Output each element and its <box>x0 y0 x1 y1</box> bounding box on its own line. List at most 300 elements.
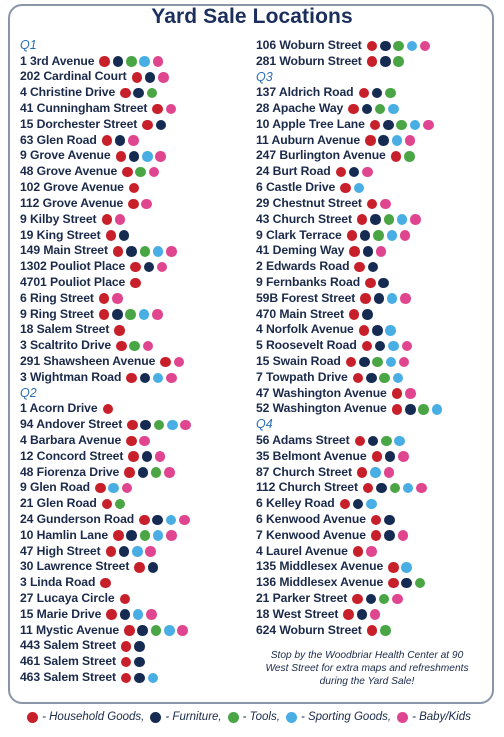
location-address: 461 Salem Street <box>20 654 116 669</box>
household-dot <box>365 278 376 289</box>
furniture-dot <box>376 483 387 494</box>
furniture-dot <box>368 262 379 273</box>
sporting-dot <box>388 341 399 352</box>
location-address: 291 Shawsheen Avenue <box>20 354 156 369</box>
furniture-dot <box>115 135 126 146</box>
category-dots <box>113 246 177 257</box>
category-dots <box>122 167 159 178</box>
location-row <box>256 370 492 386</box>
baby-kids-dot <box>149 167 160 178</box>
category-dots <box>346 357 410 368</box>
location-row <box>20 449 252 465</box>
location-address: 4 Norfolk Avenue <box>256 322 354 337</box>
baby-kids-dot <box>166 373 177 384</box>
legend-dot <box>150 712 161 723</box>
location-row <box>20 544 252 560</box>
category-dots <box>367 41 431 52</box>
sporting-dot <box>133 609 144 620</box>
baby-kids-dot <box>174 357 185 368</box>
location-address: 18 Salem Street <box>20 322 110 337</box>
location-address: 41 Deming Way <box>256 243 345 258</box>
location-address: 4 Christine Drive <box>20 85 116 100</box>
category-dots <box>126 373 176 384</box>
furniture-dot <box>378 135 389 146</box>
furniture-dot <box>405 404 416 415</box>
location-address: 15 Swain Road <box>256 354 341 369</box>
tools-dot <box>115 499 126 510</box>
baby-kids-dot <box>366 546 377 557</box>
household-dot <box>348 104 359 115</box>
location-row <box>20 354 252 370</box>
household-dot <box>99 309 110 320</box>
location-row <box>20 228 252 244</box>
tools-dot <box>151 625 162 636</box>
location-row <box>20 496 252 512</box>
category-dots <box>353 373 403 384</box>
location-row <box>20 164 252 180</box>
legend <box>0 711 504 723</box>
furniture-dot <box>137 625 148 636</box>
location-row <box>256 85 492 101</box>
category-dots <box>370 120 434 131</box>
household-dot <box>160 357 171 368</box>
location-address: 3 Scaltrito Drive <box>20 338 112 353</box>
category-dots <box>106 546 156 557</box>
household-dot <box>128 451 139 462</box>
sporting-dot <box>394 436 405 447</box>
category-dots <box>343 609 380 620</box>
household-dot <box>354 262 365 273</box>
household-dot <box>359 88 370 99</box>
baby-kids-dot <box>158 72 169 83</box>
category-dots <box>99 56 163 67</box>
legend-item-household <box>27 711 150 723</box>
baby-kids-dot <box>370 609 381 620</box>
location-row <box>20 180 252 196</box>
location-row <box>20 117 252 133</box>
location-row <box>256 449 492 465</box>
household-dot <box>121 657 132 668</box>
category-dots <box>128 199 152 210</box>
tools-dot <box>384 214 395 225</box>
sporting-dot <box>370 467 381 478</box>
category-dots <box>130 262 167 273</box>
sporting-dot <box>385 325 396 336</box>
category-dots <box>392 404 442 415</box>
sporting-dot <box>393 373 404 384</box>
baby-kids-dot <box>398 530 409 541</box>
baby-kids-dot <box>380 199 391 210</box>
location-row <box>20 338 252 354</box>
location-address: 59B Forest Street <box>256 290 356 305</box>
tools-dot <box>393 56 404 67</box>
category-dots <box>99 309 163 320</box>
household-dot <box>116 341 127 352</box>
location-address: 9 Fernbanks Road <box>256 274 361 289</box>
location-row <box>20 148 252 164</box>
furniture-dot <box>384 515 395 526</box>
household-dot <box>114 325 125 336</box>
location-row <box>20 480 252 496</box>
baby-kids-dot <box>143 341 154 352</box>
location-address: 443 Salem Street <box>20 638 116 653</box>
location-row <box>256 212 492 228</box>
location-row <box>256 322 492 338</box>
location-address: 30 Lawrence Street <box>20 559 130 574</box>
household-dot <box>134 562 145 573</box>
baby-kids-dot <box>384 467 395 478</box>
category-dots <box>348 104 398 115</box>
household-dot <box>367 199 378 210</box>
sporting-dot <box>386 357 397 368</box>
category-dots <box>100 578 111 589</box>
tools-dot <box>393 41 404 52</box>
furniture-dot <box>144 262 155 273</box>
household-dot <box>367 56 378 67</box>
legend-label: - Sporting Goods, <box>300 711 392 723</box>
location-address: 94 Andover Street <box>20 417 123 432</box>
location-address: 10 Hamlin Lane <box>20 527 109 542</box>
category-dots <box>349 309 373 320</box>
sporting-dot <box>388 104 399 115</box>
household-dot <box>102 499 113 510</box>
location-address: 11 Mystic Avenue <box>20 622 120 637</box>
location-address: 6 Ring Street <box>20 290 94 305</box>
tools-dot <box>385 88 396 99</box>
category-dots <box>365 278 389 289</box>
location-row <box>20 243 252 259</box>
category-dots <box>391 151 415 162</box>
location-row <box>20 54 252 70</box>
category-dots <box>367 56 404 67</box>
location-address: 137 Aldrich Road <box>256 85 354 100</box>
furniture-dot <box>133 88 144 99</box>
household-dot <box>392 388 403 399</box>
household-dot <box>126 436 137 447</box>
location-row <box>20 638 252 654</box>
household-dot <box>102 135 113 146</box>
sporting-dot <box>139 309 150 320</box>
location-row <box>20 591 252 607</box>
household-dot <box>365 135 376 146</box>
location-row <box>20 69 252 85</box>
location-row <box>256 307 492 323</box>
category-dots <box>363 483 427 494</box>
household-dot <box>391 151 402 162</box>
location-address: 4 Barbara Avenue <box>20 432 122 447</box>
category-dots <box>102 135 139 146</box>
location-row <box>256 133 492 149</box>
quarter-heading: Q4 <box>256 417 273 432</box>
household-dot <box>355 436 366 447</box>
location-address: 10 Apple Tree Lane <box>256 116 365 131</box>
household-dot <box>340 183 351 194</box>
household-dot <box>142 120 153 131</box>
household-dot <box>353 546 364 557</box>
furniture-dot <box>362 104 373 115</box>
location-row <box>256 575 492 591</box>
location-address: 247 Burlington Avenue <box>256 148 386 163</box>
location-address: 28 Apache Way <box>256 101 344 116</box>
tools-dot <box>390 483 401 494</box>
location-row <box>20 512 252 528</box>
furniture-dot <box>134 673 145 684</box>
baby-kids-dot <box>115 214 126 225</box>
tools-dot <box>379 373 390 384</box>
location-address: 7 Towpath Drive <box>256 369 348 384</box>
location-address: 202 Cardinal Court <box>20 69 127 84</box>
household-dot <box>340 499 351 510</box>
category-dots <box>95 483 132 494</box>
household-dot <box>132 72 143 83</box>
household-dot <box>99 56 110 67</box>
location-address: 6 Castle Drive <box>256 180 336 195</box>
location-address: 135 Middlesex Avenue <box>256 559 384 574</box>
location-address: 112 Church Street <box>256 480 358 495</box>
location-row <box>20 259 252 275</box>
baby-kids-dot <box>166 530 177 541</box>
location-address: 9 Clark Terrace <box>256 227 342 242</box>
baby-kids-dot <box>166 246 177 257</box>
location-address: 87 Church Street <box>256 464 352 479</box>
location-row <box>256 528 492 544</box>
category-dots <box>372 451 409 462</box>
tools-dot <box>147 88 158 99</box>
location-row <box>20 670 252 686</box>
household-dot <box>128 199 139 210</box>
location-address: 21 Glen Road <box>20 496 97 511</box>
tools-dot <box>151 467 162 478</box>
location-row <box>20 607 252 623</box>
category-dots <box>367 625 391 636</box>
location-address: 12 Concord Street <box>20 448 124 463</box>
baby-kids-dot <box>362 167 373 178</box>
location-address: 3 Linda Road <box>20 575 96 590</box>
sporting-dot <box>410 120 421 131</box>
category-dots <box>129 183 140 194</box>
sporting-dot <box>153 373 164 384</box>
baby-kids-dot <box>400 293 411 304</box>
baby-kids-dot <box>155 151 166 162</box>
category-dots <box>116 341 153 352</box>
location-row <box>20 291 252 307</box>
category-dots <box>121 657 145 668</box>
category-dots <box>352 594 402 605</box>
tools-dot <box>373 230 384 241</box>
sporting-dot <box>407 41 418 52</box>
furniture-dot <box>112 309 123 320</box>
location-address: 63 Glen Road <box>20 132 97 147</box>
baby-kids-dot <box>180 420 191 431</box>
location-row <box>20 275 252 291</box>
category-dots <box>347 230 411 241</box>
category-dots <box>99 293 123 304</box>
tools-dot <box>404 151 415 162</box>
baby-kids-dot <box>141 199 152 210</box>
location-row <box>256 259 492 275</box>
category-dots <box>120 88 157 99</box>
location-row <box>20 433 252 449</box>
category-dots <box>357 467 394 478</box>
location-address: 102 Grove Avenue <box>20 180 124 195</box>
location-row <box>256 559 492 575</box>
household-dot <box>113 530 124 541</box>
sporting-dot <box>397 214 408 225</box>
furniture-dot <box>140 420 151 431</box>
location-row <box>256 54 492 70</box>
page-title: Yard Sale Locations <box>151 5 353 28</box>
household-dot <box>120 594 131 605</box>
sporting-dot <box>387 230 398 241</box>
location-row <box>20 322 252 338</box>
location-row <box>256 291 492 307</box>
legend-dot <box>286 712 297 723</box>
location-row <box>256 623 492 639</box>
baby-kids-dot <box>139 436 150 447</box>
baby-kids-dot <box>423 120 434 131</box>
baby-kids-dot <box>155 451 166 462</box>
category-dots <box>388 578 425 589</box>
tools-dot <box>415 578 426 589</box>
location-address: 112 Grove Avenue <box>20 195 124 210</box>
category-dots <box>121 673 158 684</box>
category-dots <box>388 562 412 573</box>
household-dot <box>127 420 138 431</box>
location-address: 463 Salem Street <box>20 670 116 685</box>
household-dot <box>357 214 368 225</box>
furniture-dot <box>385 451 396 462</box>
location-row <box>256 38 492 54</box>
category-dots <box>360 293 410 304</box>
tools-dot <box>140 246 151 257</box>
location-row <box>20 654 252 670</box>
location-row <box>20 307 252 323</box>
sporting-dot <box>401 562 412 573</box>
household-dot <box>102 214 113 225</box>
furniture-dot <box>152 515 163 526</box>
legend-label: - Baby/Kids <box>412 711 471 723</box>
baby-kids-dot <box>179 515 190 526</box>
furniture-dot <box>120 609 131 620</box>
sporting-dot <box>366 499 377 510</box>
category-dots <box>113 530 177 541</box>
location-row <box>256 196 492 212</box>
category-dots <box>340 499 377 510</box>
location-address: 9 Glen Road <box>20 480 91 495</box>
household-dot <box>106 230 117 241</box>
category-dots <box>106 230 130 241</box>
sporting-dot <box>387 293 398 304</box>
location-address: 136 Middlesex Avenue <box>256 575 384 590</box>
location-address: 11 Auburn Avenue <box>256 132 361 147</box>
baby-kids-dot <box>392 594 403 605</box>
location-address: 4 Laurel Avenue <box>256 543 348 558</box>
baby-kids-dot <box>128 135 139 146</box>
household-dot <box>336 167 347 178</box>
household-dot <box>106 546 117 557</box>
baby-kids-dot <box>146 609 157 620</box>
furniture-dot <box>156 120 167 131</box>
location-address: 27 Lucaya Circle <box>20 591 115 605</box>
category-dots <box>160 357 184 368</box>
location-address: 7 Kenwood Avenue <box>256 527 366 542</box>
category-dots <box>127 420 191 431</box>
category-dots <box>392 388 416 399</box>
category-dots <box>359 325 396 336</box>
location-address: 48 Grove Avenue <box>20 164 118 179</box>
category-dots <box>124 467 174 478</box>
location-address: 149 Main Street <box>20 243 108 258</box>
furniture-dot <box>353 499 364 510</box>
location-row <box>20 575 252 591</box>
legend-dot <box>397 712 408 723</box>
location-address: 52 Washington Avenue <box>256 401 387 416</box>
tools-dot <box>381 436 392 447</box>
furniture-dot <box>359 357 370 368</box>
location-row <box>256 386 492 402</box>
sporting-dot <box>354 183 365 194</box>
location-address: 19 King Street <box>20 227 101 242</box>
category-dots <box>126 436 150 447</box>
tools-dot <box>125 309 136 320</box>
note-text: Stop by the Woodbriar Health Center at 90 West Street for extra maps and refreshments during the Yard Sale! <box>265 650 469 687</box>
household-dot <box>95 483 106 494</box>
legend-item-baby-kids <box>397 711 477 723</box>
location-row <box>20 212 252 228</box>
baby-kids-dot <box>398 451 409 462</box>
location-row <box>256 480 492 496</box>
location-row <box>256 164 492 180</box>
furniture-dot <box>142 451 153 462</box>
category-dots <box>365 135 415 146</box>
category-dots <box>106 609 156 620</box>
household-dot <box>122 167 133 178</box>
household-dot <box>363 483 374 494</box>
baby-kids-dot <box>152 309 163 320</box>
furniture-dot <box>140 373 151 384</box>
tools-dot <box>126 56 137 67</box>
category-dots <box>124 625 188 636</box>
sporting-dot <box>139 56 150 67</box>
location-row <box>256 591 492 607</box>
location-row <box>256 354 492 370</box>
quarter-heading: Q2 <box>20 385 37 400</box>
tools-dot <box>375 104 386 115</box>
tools-dot <box>135 167 146 178</box>
baby-kids-dot <box>166 104 177 115</box>
furniture-dot <box>119 546 130 557</box>
category-dots <box>340 183 364 194</box>
household-dot <box>130 262 141 273</box>
location-address: 9 Kilby Street <box>20 211 97 226</box>
household-dot <box>126 373 137 384</box>
household-dot <box>367 41 378 52</box>
household-dot <box>99 293 110 304</box>
category-dots <box>134 562 158 573</box>
household-dot <box>121 641 132 652</box>
location-row <box>256 180 492 196</box>
sporting-dot <box>148 673 159 684</box>
location-address: 6 Kenwood Avenue <box>256 511 366 526</box>
location-address: 24 Burt Road <box>256 164 331 179</box>
right-column <box>256 38 492 638</box>
furniture-dot <box>148 562 159 573</box>
household-dot <box>347 230 358 241</box>
tools-dot <box>140 530 151 541</box>
category-dots <box>359 88 396 99</box>
furniture-dot <box>375 341 386 352</box>
tools-dot <box>396 120 407 131</box>
